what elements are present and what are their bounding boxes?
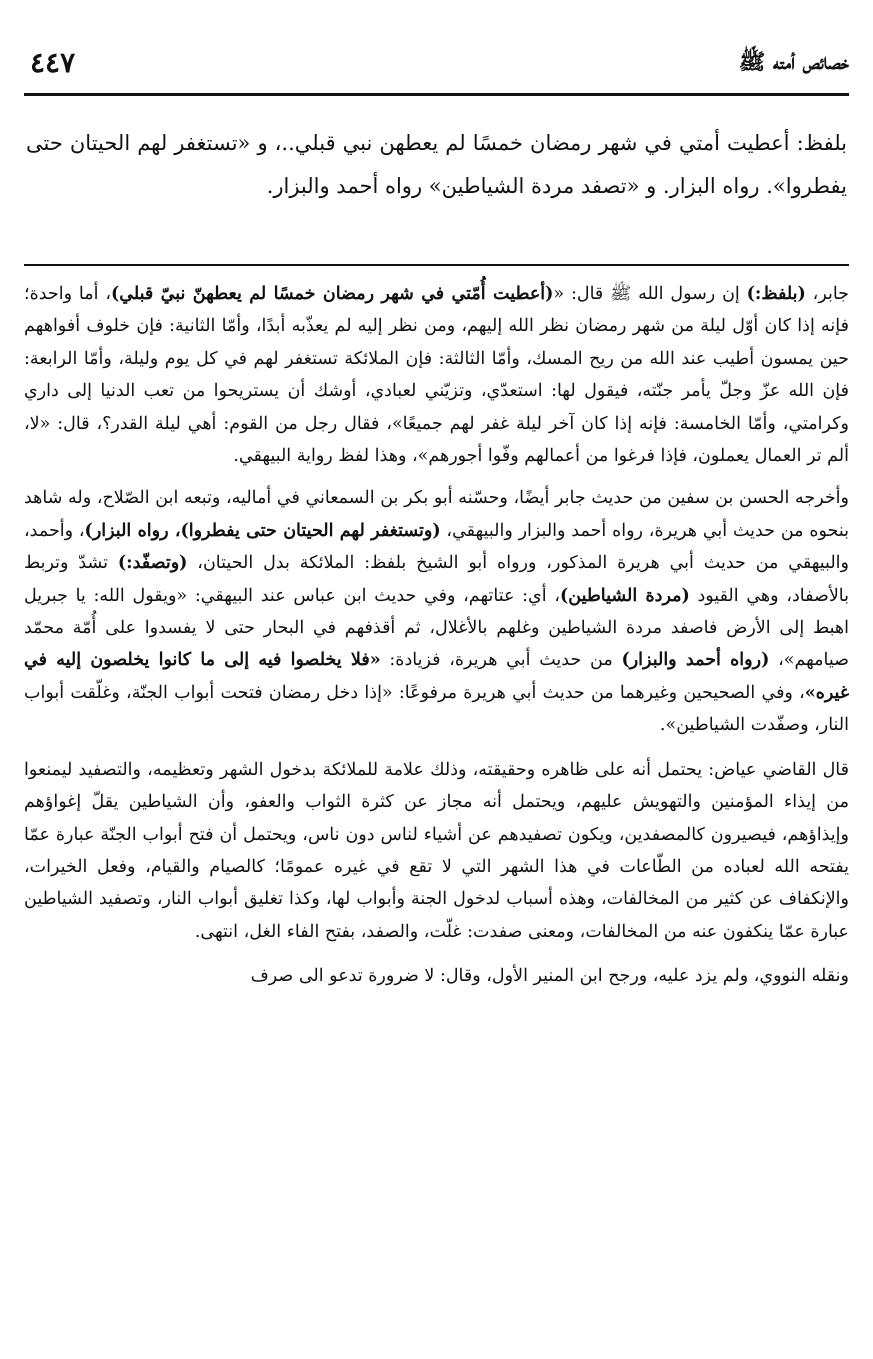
commentary-text: ، أي: عتاتهم، وفي حديث ابن عباس عند البيهقي: «ويقول الله: يا جبريل اهبط إلى الأرض فاصفد مردة الشياطين وغلهم بالأغلال، ثم أقذفهم في البحار حتى لا يفسدوا على أُمّة محمّد صيامهم»، [24, 585, 850, 671]
header-rule [24, 93, 849, 96]
quoted-term: (رواه أحمد والبزار) [621, 650, 770, 671]
main-text [26, 122, 847, 208]
commentary-text: ، وأحمد، والبيهقي من حديث أبي هريرة المذكور، ورواه أبو الشيخ بلفظ: الملائكة بدل الحيتان، [24, 520, 849, 574]
commentary-paragraph-4: ونقله النووي، ولم يزد عليه، ورجح ابن المنير الأول، وقال: لا ضرورة تدعو الى صرف [250, 966, 849, 987]
page-number: ٤٤٧ [30, 46, 76, 79]
commentary-text: وأخرجه الحسن بن سفين من حديث جابر أيضًا، وحسّنه أبو بكر بن السمعاني في أماليه، وتبعه ابن الصّلاح، وله شاهد بنحوه من حديث أبي هريرة، رواه أحمد والبزار والبيهقي، [24, 488, 849, 541]
commentary [24, 278, 849, 1005]
quoted-term: «فلا يخلصوا فيه إلى ما كانوا يخلصون إليه في غيره» [24, 650, 849, 703]
commentary-paragraph-3: قال القاضي عياض: يحتمل أنه على ظاهره وحقيقته، وذلك علامة للملائكة بدخول الشهر وتعظيمه، والتصفيد ليمنعوا من إيذاء المؤمنين والتهويش عليهم، ويحتمل أنه مجاز عن كثرة الثواب والعفو، وأن الشياطين يقلّ إغواؤهم وإيذاؤهم، فيصيرون كالمصفدين، ويكون تصفيدهم عن أشياء لناس دون ناس، ويحتمل أن فتح أبواب الجنّة عبارة عمّا يفتحه الله لعباده من الطّاعات في هذا الشهر التي لا تقع في غيره عمومًا؛ كالصيام والقيام، وفعل الخيرات، والإنكفاف عن كثير من المخالفات، وهذه أسباب لدخول الجنة وأبواب لها، وكذا تغليق أبواب النار، وتصفيد الشياطين عبارة عمّا ينكفون عنه من المخالفات، ومعنى صفدت: غلّت، والصفد، بفتح الفاء الغل، انتهى. [24, 759, 849, 942]
quoted-term: (وتستغفر لهم الحيتان حتى يفطروا)، رواه البزار) [84, 520, 441, 541]
commentary-text: ، وفي الصحيحين وغيرهما من حديث أبي هريرة مرفوعًا: «إذا دخل رمضان فتحت أبواب الجنّة، وغلّقت أبواب النار، وصفّدت الشياطين». [24, 682, 849, 736]
commentary-text: تشدّ وتربط بالأصفاد، وهي القيود [24, 553, 849, 606]
quoted-term: (مردة الشياطين) [560, 585, 690, 606]
commentary-text: إن رسول الله ﷺ قال: « [553, 284, 747, 304]
commentary-paragraph-2 [24, 482, 849, 741]
commentary-paragraph-1 [24, 278, 849, 472]
main-text-paragraph: بلفظ: أعطيت أمتي في شهر رمضان خمسًا لم يعطهن نبي قبلي..، و «تستغفر لهم الحيتان حتى يفطروا». رواه البزار. و «تصفد مردة الشياطين» رواه أحمد والبزار. [26, 131, 847, 198]
commentary-divider [24, 264, 849, 266]
quoted-term: (بلفظ:) [746, 284, 806, 304]
commentary-text: ، أما واحدة؛ فإنه إذا كان أوّل ليلة من شهر رمضان نظر الله إليهم، ومن نظر إليه لم يعذّبه أبدًا، وأمّا الثانية: فإن خلوف أفواههم حين يمسون أطيب عند الله من ريح المسك، وأمّا الثالثة: فإن الملائكة تستغفر لهم في كل يوم وليلة، وأمّا الرابعة: فإن الله عزّ وجلّ يأمر جنّته، فيقول لها: استعدّي، وتزيّني لعبادي، أوشك أن يستريحوا من تعب الدنيا إلى داري وكرامتي، وأمّا الخامسة: فإنه إذا كان آخر ليلة غفر لهم جميعًا»، فقال رجل من القوم: أهي ليلة القدر؟، قال: «لا، ألم تر العمال يعملون، فإذا فرغوا من أعمالهم وفّوا أجورهم»، وهذا لفظ رواية البيهقي. [24, 284, 849, 467]
quoted-hadith: (أعطيت أُمّتي في شهر رمضان خمسًا لم يعطهنّ نبيّ قبلي) [110, 284, 554, 304]
page-header [24, 40, 849, 96]
running-title: خصائص أمته ﷺ [738, 49, 849, 75]
commentary-text: جابر، [805, 284, 849, 304]
quoted-term: (وتصفّد:) [117, 553, 188, 574]
commentary-text: من حديث أبي هريرة، فزيادة: [380, 650, 622, 671]
